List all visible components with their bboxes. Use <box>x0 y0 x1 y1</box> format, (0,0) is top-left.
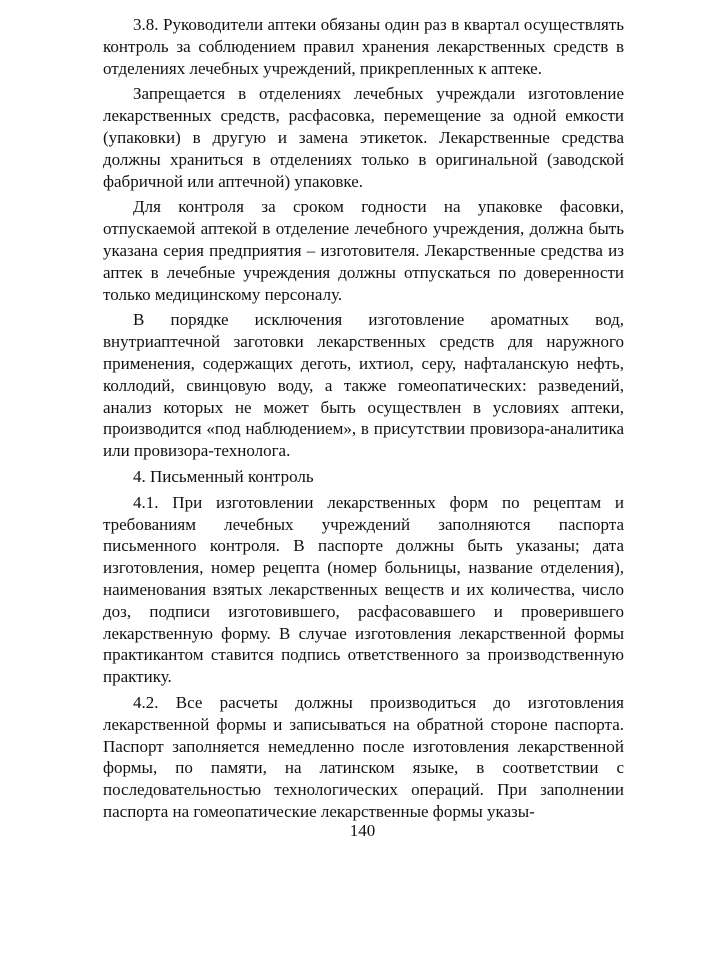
paragraph-3-8: 3.8. Руководители аптеки обязаны один раз в квартал осуществлять контроль за соблюдением правил хранения лекарственных средств в отделениях лечебных учреждений, прикрепленных к аптеке. <box>103 15 624 78</box>
page-number: 140 <box>349 821 376 840</box>
section-heading-written-control: 4. Письменный контроль <box>133 466 314 486</box>
paragraph-4-2: 4.2. Все расчеты должны производиться до изготовления лекарственной формы и записываться на обратной стороне паспорта. Паспорт заполняется немедленно после изготовления лекарственной формы, по памяти, на латинском языке, в соответствии с последовательностью технологических операций. При заполнении паспорта на гомеопатические лекарственные формы указы- <box>103 692 624 821</box>
paragraph-prohibition: Запрещается в отделениях лечебных учреждали изготовление лекарственных средств, расфасовка, перемещение за одной емкости (упаковки) в другую и замена этикеток. Лекарственные средства должны храниться в отделениях только в оригинальной (заводской фабричной или аптечной) упаковке. <box>103 84 624 191</box>
paragraph-exceptions: В порядке исключения изготовление ароматных вод, внутриаптечной заготовки лекарственных средств для наружного применения, содержащих деготь, ихтиол, серу, нафталанскую нефть, коллодий, свинцовую воду, а также гомеопатических: разведений, анализ которых не может быть осуществлен в условиях аптеки, производится «под наблюдением», в присутствии провизора-аналитика или провизора-технолога. <box>103 310 624 461</box>
paragraph-expiry-control: Для контроля за сроком годности на упаковке фасовки, отпускаемой аптекой в отделение лечебного учреждения, должна быть указана серия предприятия – изготовителя. Лекарственные средства из аптек в лечебные учреждения должны отпускаться по доверенности только медицинскому персоналу. <box>103 197 624 304</box>
paragraph-4-1: 4.1. При изготовлении лекарственных форм по рецептам и требованиям лечебных учреждений заполняются паспорта письменного контроля. В паспорте должны быть указаны; дата изготовления, номер рецепта (номер больницы, название отделения), наименования взятых лекарственных веществ и их количества, число доз, подписи изготовившего, расфасовавшего и проверившего лекарственную форму. В случае изготовления лекарственной формы практикантом ставится подпись ответственного за производственную практику. <box>103 492 624 687</box>
document-body <box>103 14 624 827</box>
